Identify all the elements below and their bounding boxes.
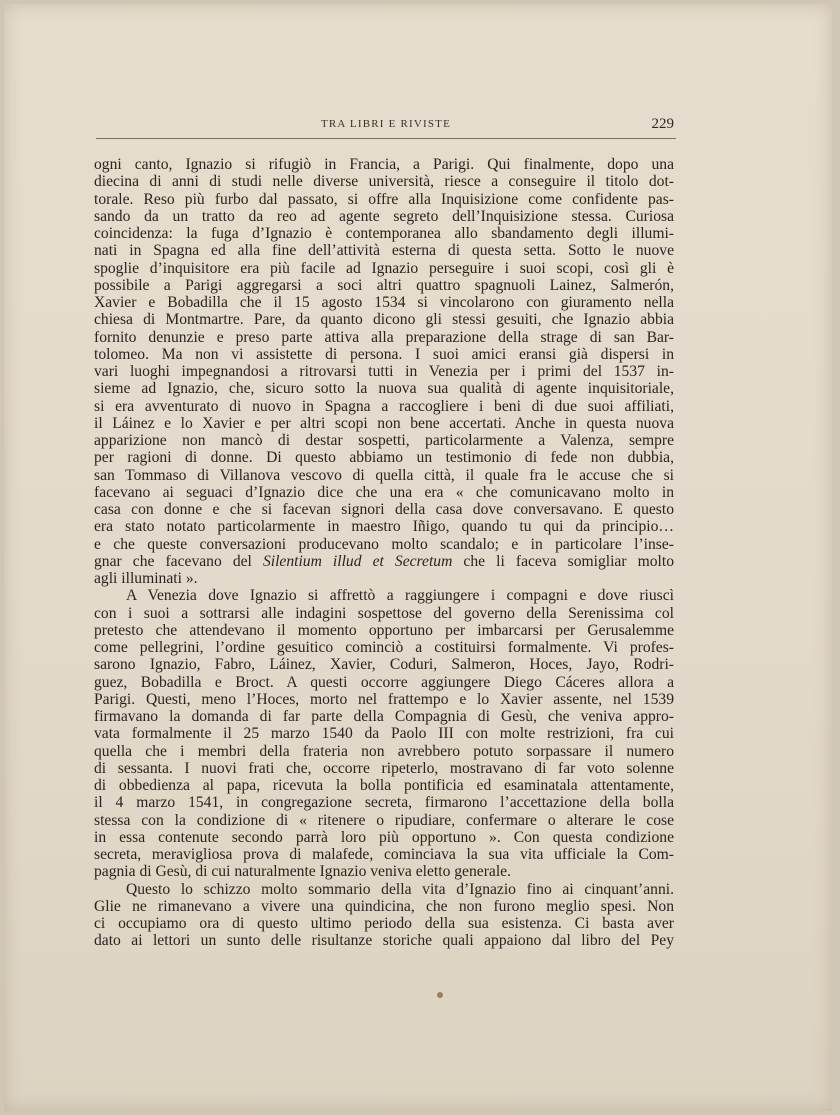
text-line: possibile a Parigi aggregarsi a soci altri quattro spagnuoli Lainez, Salmerón, [94,276,674,294]
text-line: tolomeo. Ma non vi assistette di persona. I suoi amici eransi già dispersi in [94,345,674,363]
italic-phrase: Silentium illud et Secretum [262,552,453,570]
text-segment: gnar che facevano del [94,552,263,570]
text-line: agli illuminati ». [94,570,198,587]
book-page [4,4,832,1111]
text-line: sarono Ignazio, Fabro, Láinez, Xavier, Coduri, Salmeron, Hoces, Jayo, Rodri- [94,656,674,674]
text-line: facevano ai seguaci d’Ignazio dice che una era « che comunicavano molto in [94,483,674,501]
text-line: era stato notato particolarmente in maestro Iñigo, quando tu qui da principio… [94,518,674,536]
text-line: casa con donne e che si facevan signori della casa dove conversavano. E questo [94,501,674,518]
text-line: chiesa di Montmartre. Pare, da quanto dicono gli stessi gesuiti, che Ignazio abbia [94,311,674,329]
text-line: secreta, meravigliosa prova di malafede, cominciava la sua vita ufficiale la Com- [94,846,674,863]
text-line: guez, Bobadilla e Broct. A questi occorre aggiungere Diego Cáceres allora a [94,673,674,691]
text-line: sieme ad Ignazio, che, sicuro sotto la nuova sua qualità di agente inquisitoriale, [94,380,674,398]
text-line: diecina di anni di studi nelle diverse università, riesce a conseguire il titolo dot- [94,173,674,191]
text-line: pretesto che attendevano il momento opportuno per imbarcarsi per Gerusalemme [94,621,674,639]
text-line: coincidenza: la fuga d’Ignazio è contemporanea allo sbandamento degli illumi- [94,225,674,242]
text-line: vari luoghi impegnandosi a ritrovarsi tutti in Venezia per i primi del 1537 in- [94,363,674,380]
text-line: vata formalmente il 25 marzo 1540 da Paolo III con molte restrizioni, fra cui [94,725,674,743]
text-line: nati in Spagna ed alla fine dell’attività esterna di questa setta. Sotto le nuove [94,242,674,260]
text-line: con i suoi a sottrarsi alle indagini sospettose del governo della Serenissima col [94,604,674,622]
text-line: Glie ne rimanevano a vivere una quindicina, che non furono meglio spesi. Non [94,897,674,915]
text-line: quella che i membri della frateria non avrebbero potuto sorpassare il numero [94,742,674,760]
text-line: di sessanta. I nuovi frati che, occorre ripeterlo, mostravano di far voto solenne [94,759,674,777]
text-line: fornito denunzie e preso parte attiva alla preparazione della strage di san Bar- [94,328,674,346]
text-line: come pellegrini, l’ordine gesuitico cominciò a costituirsi formalmente. Vi profes- [94,639,674,656]
text-line: ogni canto, Ignazio si rifugiò in Francia, a Parigi. Qui finalmente, dopo una [94,156,674,173]
ink-spot [437,992,443,998]
text-line: dato ai lettori un sunto delle risultanze storiche quali appaiono dal libro del Pey [94,932,674,950]
text-line: firmavano la domanda di far parte della Compagnia di Gesù, che veniva appro- [94,708,674,725]
text-line: Parigi. Questi, meno l’Hoces, morto nel frattempo e lo Xavier assente, nel 1539 [94,690,674,708]
text-line [94,553,674,570]
text-line: sando da un tratto da reo ad agente segreto dell’Inquisizione stessa. Curiosa [94,207,674,225]
text-line: in essa contenute secondo parrà loro più opportuno ». Con questa condizione [94,828,674,846]
text-line: torale. Reso più furbo dal passato, si offre alla Inquisizione come confidente pas- [94,190,674,208]
page-number: 229 [651,116,674,132]
text-line: apparizione non mancò di destar sospetti, particolarmente a Valenza, sempre [94,432,674,449]
text-segment: che li faceva somigliar molto [452,552,674,570]
text-line: per ragioni di donne. Di questo abbiamo un testimonio di fede non dubbia, [94,449,674,467]
page-header [96,118,676,139]
text-line: e che queste conversazioni producevano molto scandalo; e in particolare l’inse- [94,535,674,553]
running-head: TRA LIBRI E RIVISTE [320,118,452,130]
text-line: pagnia di Gesù, di cui naturalmente Ignazio veniva eletto generale. [94,863,511,881]
text-line: Xavier e Bobadilla che il 15 agosto 1534 si vincolarono con giuramento nella [94,294,674,311]
text-line: stessa con la condizione di « ritenere o ripudiare, confermare o alterare le cose [94,811,674,829]
text-line: di obbedienza al papa, ricevuta la bolla pontificia ed esaminatala attentamente, [94,777,674,794]
text-line: Questo lo schizzo molto sommario della vita d’Ignazio fino ai cinquant’anni. [126,880,674,898]
text-line: spoglie d’inquisitore era più facile ad Ignazio perseguire i suoi scopi, così gli è [94,259,674,277]
text-line: si era avventurato di nuovo in Spagna a raccogliere i beni di due suoi affiliati, [94,397,674,415]
text-line: ci occupiamo ora di questo ultimo periodo della sua esistenza. Ci basta aver [94,915,674,932]
body-text [94,156,674,950]
text-line: A Venezia dove Ignazio si affrettò a raggiungere i compagni e dove riuscì [126,587,674,605]
text-line: il Láinez e lo Xavier e per altri scopi non bene accertati. Anche in questa nuova [94,414,674,432]
text-line: san Tommaso di Villanova vescovo di quella città, il quale fra le accuse che si [94,466,674,484]
text-line: il 4 marzo 1541, in congregazione secreta, firmarono l’accettazione della bolla [94,794,674,812]
